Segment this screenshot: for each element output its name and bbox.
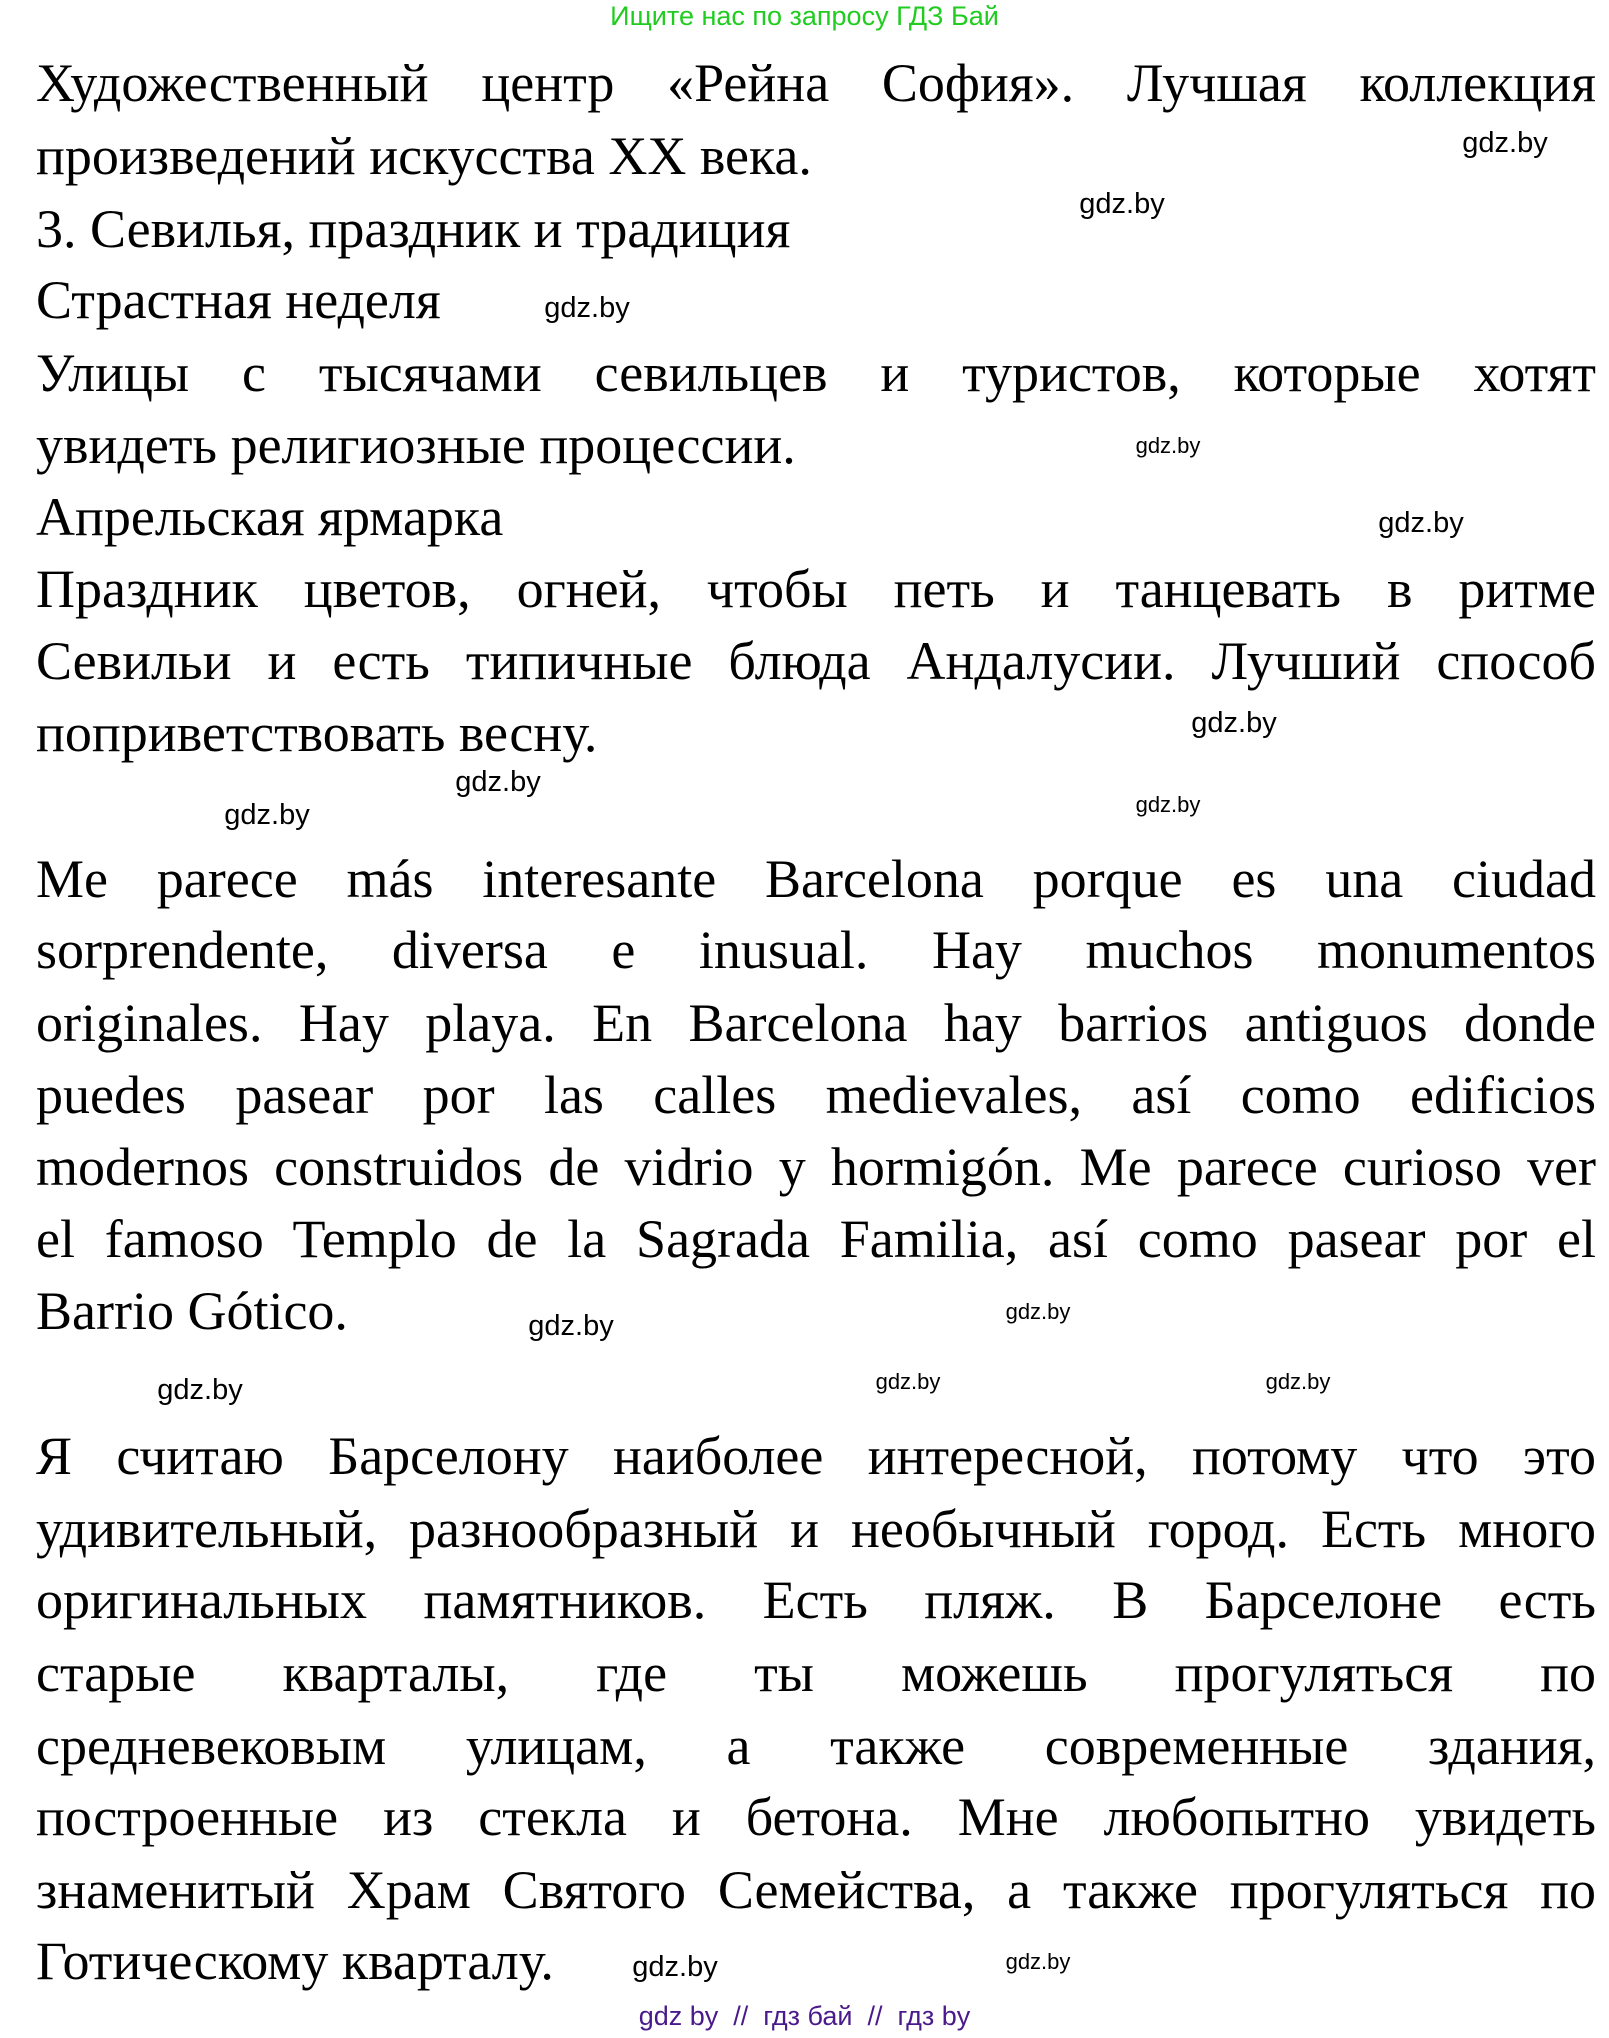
text-line: Апрельская ярмарка [36,487,504,547]
text-line: Улицы с тысячами севильцев и туристов, которые хотят [36,343,1596,403]
watermark-text: gdz.by [1378,507,1464,539]
watermark-text: gdz.by [528,1310,614,1342]
text-line: поприветствовать весну. [36,703,598,763]
text-line: el famoso Templo de la Sagrada Familia, así como pasear por el [36,1209,1596,1269]
watermark-text: gdz.by [455,766,541,798]
text-line: увидеть религиозные процессии. [36,415,796,475]
text-line: оригинальных памятников. Есть пляж. В Барселоне есть [36,1570,1596,1630]
text-line: Художественный центр «Рейна София». Лучшая коллекция [36,53,1596,113]
text-line: Севильи и есть типичные блюда Андалусии. Лучший способ [36,631,1596,691]
watermark-text: gdz.by [224,799,310,831]
text-line: построенные из стекла и бетона. Мне любопытно увидеть [36,1787,1596,1847]
text-line: Готическому кварталу. [36,1931,554,1991]
text-line: Страстная неделя [36,270,441,330]
watermark-text: gdz.by [157,1374,243,1406]
site-header-banner: Ищите нас по запросу ГДЗ Бай [610,1,999,31]
text-line: удивительный, разнообразный и необычный город. Есть много [36,1499,1596,1559]
watermark-text: gdz.by [632,1951,718,1983]
watermark-text: gdz.by [1135,792,1201,817]
watermark-text: gdz.by [1265,1369,1331,1394]
text-line: Праздник цветов, огней, чтобы петь и танцевать в ритме [36,559,1596,619]
watermark-text: gdz.by [1005,1299,1071,1324]
watermark-text: gdz.by [1135,433,1201,458]
text-line: знаменитый Храм Святого Семейства, а также прогуляться по [36,1860,1596,1920]
text-line: puedes pasear por las calles medievales, así como edificios [36,1065,1596,1125]
text-line: произведений искусства XX века. [36,126,812,186]
text-line: Barrio Gótico. [36,1281,348,1341]
watermark-text: gdz.by [1079,188,1165,220]
text-line: средневековым улицам, а также современные здания, [36,1716,1596,1776]
text-line: 3. Севилья, праздник и традиция [36,199,791,259]
watermark-text: gdz.by [1191,707,1277,739]
watermark-text: gdz.by [875,1369,941,1394]
watermark-text: gdz.by [1005,1949,1071,1974]
watermark-text: gdz.by [544,292,630,324]
text-line: originales. Hay playa. En Barcelona hay barrios antiguos donde [36,993,1596,1053]
watermark-text: gdz.by [1462,127,1548,159]
text-line: Я считаю Барселону наиболее интересной, потому что это [36,1426,1596,1486]
text-line: Me parece más interesante Barcelona porque es una ciudad [36,849,1596,909]
text-line: modernos construidos de vidrio y hormigón. Me parece curioso ver [36,1137,1596,1197]
text-line: sorprendente, diversa e inusual. Hay muchos monumentos [36,920,1596,980]
site-footer-banner: gdz by // гдз бай // гдз by [638,2001,971,2031]
text-line: старые кварталы, где ты можешь прогуляться по [36,1643,1596,1703]
